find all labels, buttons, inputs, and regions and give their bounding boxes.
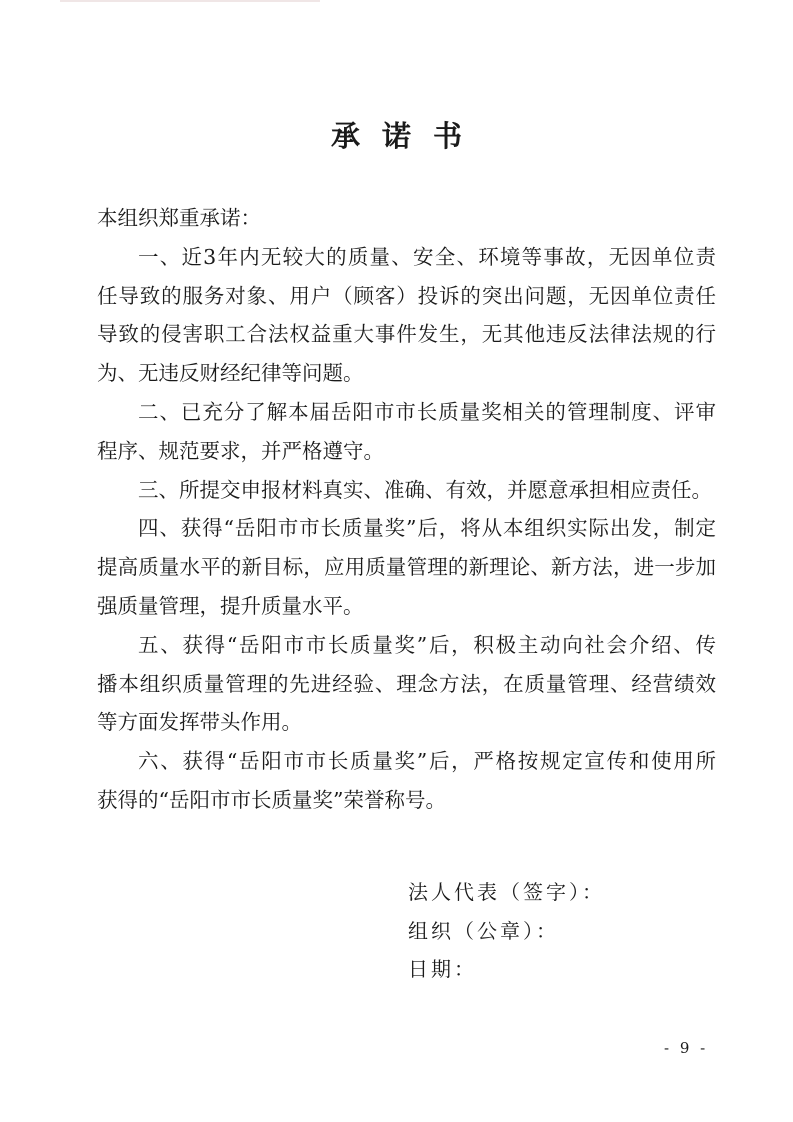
organization-seal-label: 组织（公章）： bbox=[408, 918, 559, 943]
commitment-paragraph bbox=[97, 393, 716, 471]
paragraph-line: 提高质量水平的新目标，应用质量管理的新理论、新方法，进一步加 bbox=[97, 555, 716, 580]
scan-artifact bbox=[60, 0, 320, 2]
paragraph-line: 五、获得“岳阳市市长质量奖”后，积极主动向社会介绍、传 bbox=[138, 632, 716, 657]
paragraph-line: 一、近3年内无较大的质量、安全、环境等事故，无因单位责 bbox=[138, 244, 716, 269]
paragraph-line: 等方面发挥带头作用。 bbox=[97, 710, 302, 735]
paragraph-line: 四、获得“岳阳市市长质量奖”后，将从本组织实际出发，制定 bbox=[138, 516, 716, 541]
signature-block bbox=[408, 873, 605, 989]
commitment-paragraph bbox=[97, 742, 716, 820]
paragraph-line: 二、已充分了解本届岳阳市市长质量奖相关的管理制度、评审 bbox=[138, 399, 716, 424]
page-title: 承诺书 bbox=[330, 119, 484, 153]
paragraph-line: 任导致的服务对象、用户（顾客）投诉的突出问题，无因单位责任 bbox=[97, 283, 716, 308]
paragraph-line: 六、获得“岳阳市市长质量奖”后，严格按规定宣传和使用所 bbox=[138, 749, 716, 774]
paragraph-line: 程序、规范要求，并严格遵守。 bbox=[97, 438, 384, 463]
paragraph-line: 三、所提交申报材料真实、准确、有效，并愿意承担相应责任。 bbox=[138, 477, 712, 502]
commitment-paragraph bbox=[97, 509, 716, 625]
paragraph-line: 为、无违反财经纪律等问题。 bbox=[97, 361, 364, 386]
commitment-paragraph bbox=[97, 626, 716, 742]
document-body bbox=[97, 199, 716, 820]
paragraph-line: 强质量管理，提升质量水平。 bbox=[97, 593, 364, 618]
page-number: - 9 - bbox=[664, 1039, 709, 1057]
paragraph-line: 获得的“岳阳市市长质量奖”荣誉称号。 bbox=[97, 787, 446, 812]
legal-rep-signature-label: 法人代表（签字）： bbox=[408, 880, 605, 904]
paragraph-line: 播本组织质量管理的先进经验、理念方法，在质量管理、经营绩效 bbox=[97, 671, 716, 696]
commitment-paragraph bbox=[97, 238, 716, 393]
paragraph-line: 导致的侵害职工合法权益重大事件发生，无其他违反法律法规的行 bbox=[97, 322, 716, 347]
date-label: 日期： bbox=[408, 957, 477, 981]
intro-line: 本组织郑重承诺： bbox=[97, 206, 261, 230]
commitment-paragraph bbox=[97, 471, 716, 510]
